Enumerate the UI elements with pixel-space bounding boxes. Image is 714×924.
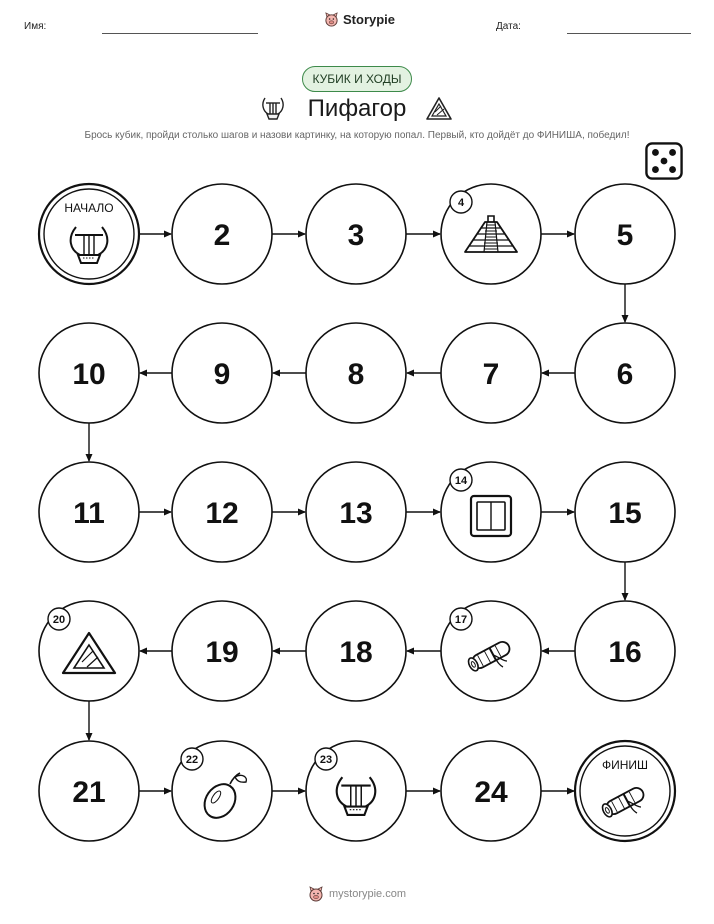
date-label: Дата:	[496, 21, 521, 32]
page-title: Пифагор	[307, 95, 407, 122]
board-cell-24[interactable]	[441, 741, 541, 841]
finish-label: ФИНИШ	[601, 758, 649, 772]
name-line[interactable]	[102, 33, 258, 34]
board-cell-11[interactable]	[39, 462, 139, 562]
cell-number: 3	[347, 219, 365, 252]
pig-logo-icon	[324, 12, 339, 27]
cell-number: 12	[205, 497, 239, 530]
cell-number: 17	[454, 614, 468, 626]
cell-number: 13	[339, 497, 373, 530]
footer-url[interactable]: mystorypie.com	[328, 888, 407, 900]
cell-number: 8	[347, 358, 365, 391]
board-cell-10[interactable]	[39, 323, 139, 423]
cell-number: 18	[339, 636, 373, 669]
board-cell-7[interactable]	[441, 323, 541, 423]
cell-number: 15	[608, 497, 642, 530]
cell-number: 10	[72, 358, 106, 391]
board-cell-20[interactable]	[39, 601, 139, 701]
board-cell-8[interactable]	[306, 323, 406, 423]
cell-number: 2	[213, 219, 231, 252]
date-line[interactable]	[567, 33, 691, 34]
board-cell-3[interactable]	[306, 184, 406, 284]
cell-circle	[575, 741, 675, 841]
board-cell-2[interactable]	[172, 184, 272, 284]
board-cell-14[interactable]	[441, 462, 541, 562]
cell-number: 4	[457, 197, 465, 209]
game-type-badge: КУБИК И ХОДЫ	[302, 66, 412, 92]
brand-name: Storypie	[343, 12, 396, 27]
board-cell-9[interactable]	[172, 323, 272, 423]
board-cell-16[interactable]	[575, 601, 675, 701]
square-icon	[471, 496, 511, 536]
cell-number: 11	[73, 497, 105, 530]
cell-number: 14	[454, 475, 468, 487]
board-cell-21[interactable]	[39, 741, 139, 841]
brand-logo	[324, 12, 395, 27]
board-cell-23[interactable]	[306, 741, 406, 841]
cell-number: 6	[616, 358, 634, 391]
name-label: Имя:	[24, 21, 47, 32]
board-cell-22[interactable]	[172, 741, 272, 841]
board-cell-13[interactable]	[306, 462, 406, 562]
cell-number: 24	[474, 776, 508, 809]
start-label: НАЧАЛО	[64, 201, 114, 215]
cell-number: 20	[52, 614, 66, 626]
board-cell-12[interactable]	[172, 462, 272, 562]
board-cell-1[interactable]	[39, 184, 139, 284]
board-cell-15[interactable]	[575, 462, 675, 562]
cell-number: 22	[185, 754, 199, 766]
cell-number: 7	[482, 358, 500, 391]
board-cell-25[interactable]	[575, 741, 675, 841]
board-cell-6[interactable]	[575, 323, 675, 423]
board-cell-5[interactable]	[575, 184, 675, 284]
board-cell-4[interactable]	[441, 184, 541, 284]
cell-number: 23	[319, 754, 333, 766]
footer	[0, 886, 714, 902]
dice-icon	[645, 142, 683, 180]
cell-number: 5	[616, 219, 634, 252]
pig-logo-icon	[308, 886, 324, 902]
board-cell-17[interactable]	[441, 601, 541, 701]
triangle-icon	[424, 94, 454, 124]
cell-number: 21	[72, 776, 106, 809]
cell-number: 19	[205, 636, 239, 669]
board-cell-19[interactable]	[172, 601, 272, 701]
cell-number: 9	[213, 358, 231, 391]
instructions: Брось кубик, пройди столько шагов и назови картинку, на которую попал. Первый, кто дойдёт до ФИНИША, победил!	[84, 130, 630, 141]
board-cell-18[interactable]	[306, 601, 406, 701]
cell-number: 16	[608, 636, 642, 669]
